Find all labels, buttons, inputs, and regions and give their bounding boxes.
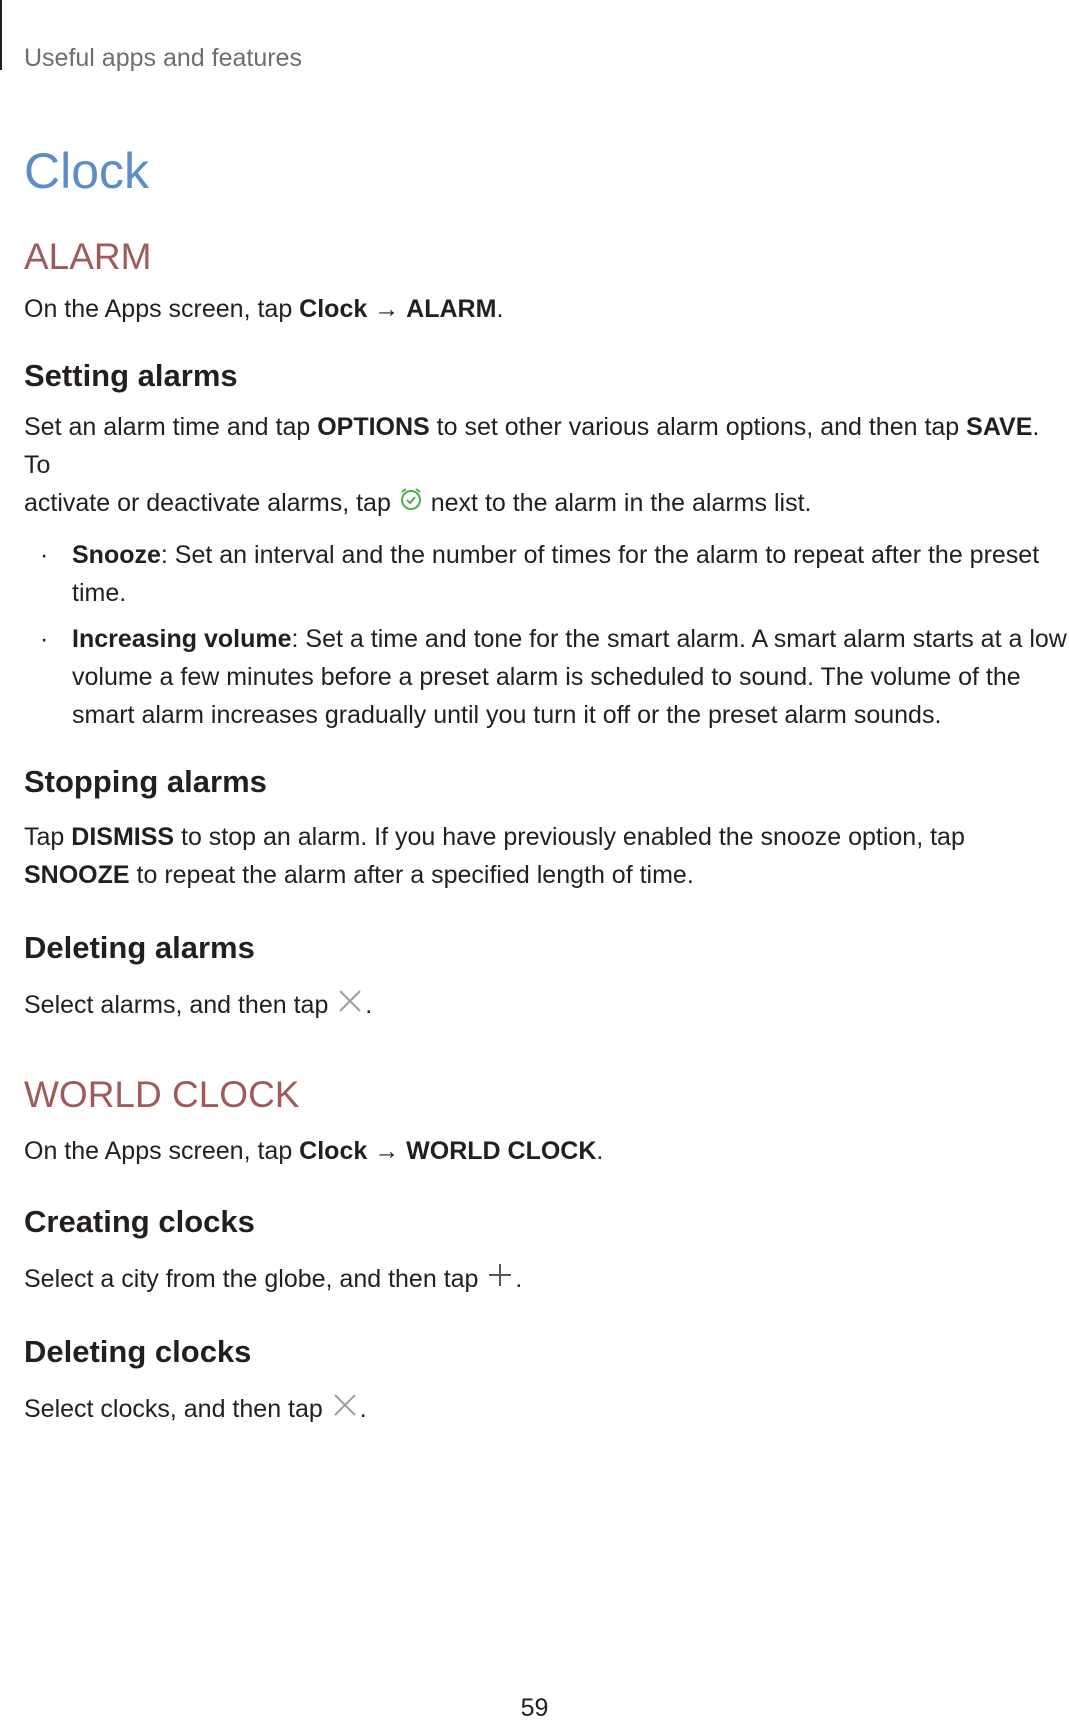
text: . (496, 295, 504, 323)
page-title: Clock (24, 143, 150, 199)
subheading-deleting-clocks: Deleting clocks (24, 1334, 252, 1369)
plus-icon (485, 1260, 515, 1301)
text: Select a city from the globe, and then tap (24, 1265, 486, 1294)
bold-term: Increasing volume (72, 625, 292, 653)
alarm-clock-check-icon (398, 485, 424, 523)
deleting-clocks-paragraph (24, 1390, 1064, 1431)
text: : Set an interval and the number of times for the alarm to repeat after the preset (160, 541, 1040, 569)
text: . (359, 1395, 367, 1424)
bold-term: Clock (299, 295, 368, 323)
text: On the Apps screen, tap (24, 295, 300, 323)
deleting-alarms-paragraph (24, 986, 1064, 1027)
bullet-dot: · (40, 625, 49, 653)
arrow: → (367, 1137, 407, 1165)
section-heading-world-clock: WORLD CLOCK (24, 1074, 300, 1115)
text: to set other various alarm options, and then tap (429, 413, 967, 441)
close-x-icon (335, 986, 365, 1027)
text: smart alarm increases gradually until you turn it off or the preset alarm sounds. (72, 701, 942, 729)
bold-term: SAVE (966, 413, 1033, 441)
bold-term: WORLD CLOCK (406, 1137, 597, 1165)
text: to stop an alarm. If you have previously enabled the snooze option, tap (174, 823, 965, 851)
bullet-dot: · (40, 541, 49, 569)
text: . (596, 1137, 604, 1165)
page-number: 59 (520, 1694, 549, 1722)
subheading-deleting-alarms: Deleting alarms (24, 930, 255, 965)
creating-clocks-paragraph (24, 1260, 1064, 1301)
world-clock-nav-paragraph (24, 1132, 1064, 1170)
text: Select alarms, and then tap (24, 991, 336, 1020)
alarm-nav-paragraph (24, 290, 1064, 328)
text: : Set a time and tone for the smart alarm. A smart alarm starts at a low (291, 625, 1067, 653)
text: . (515, 1265, 523, 1294)
close-x-icon (330, 1390, 360, 1431)
text: Select clocks, and then tap (24, 1395, 330, 1424)
text: to repeat the alarm after a specified length of time. (129, 861, 694, 889)
text: time. (72, 579, 127, 607)
bold-term: Clock (299, 1137, 368, 1165)
subheading-stopping-alarms: Stopping alarms (24, 764, 267, 799)
setting-alarms-paragraph (24, 408, 1064, 523)
text: . To (24, 413, 1040, 479)
bold-term: SNOOZE (24, 861, 130, 889)
text: . (365, 991, 373, 1020)
list-item-text (72, 620, 1067, 734)
stopping-alarms-paragraph (24, 818, 1064, 894)
bold-term: DISMISS (71, 823, 175, 851)
arrow: → (367, 295, 407, 323)
subheading-setting-alarms: Setting alarms (24, 358, 238, 393)
text: volume a few minutes before a preset alarm is scheduled to sound. The volume of the (72, 663, 1021, 691)
text: next to the alarm in the alarms list. (423, 489, 812, 517)
page-edge-line (0, 0, 2, 70)
list-item-text (72, 536, 1067, 612)
text: Set an alarm time and tap (24, 413, 318, 441)
section-heading-alarm: ALARM (24, 236, 152, 277)
bold-term: Snooze (72, 541, 161, 569)
text: Tap (24, 823, 72, 851)
text: activate or deactivate alarms, tap (24, 489, 398, 517)
text: On the Apps screen, tap (24, 1137, 300, 1165)
bold-term: OPTIONS (317, 413, 430, 441)
running-header: Useful apps and features (24, 44, 302, 72)
subheading-creating-clocks: Creating clocks (24, 1204, 255, 1239)
bold-term: ALARM (406, 295, 497, 323)
